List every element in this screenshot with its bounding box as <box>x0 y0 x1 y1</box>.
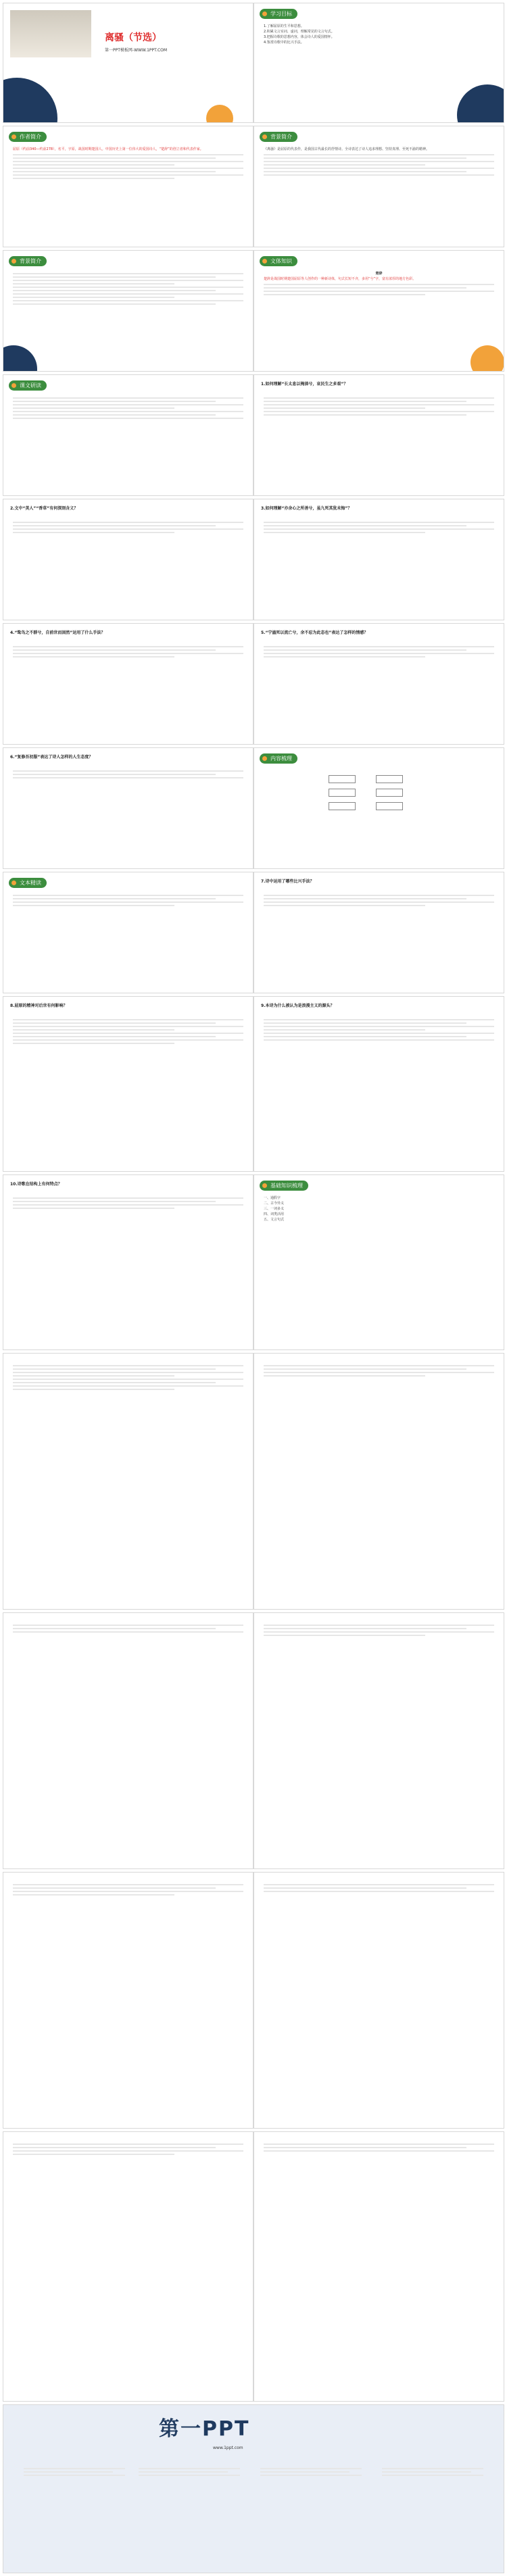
slide-q7 <box>254 872 504 993</box>
slide-q2 <box>3 499 254 620</box>
goal-item: 4.鉴赏诗歌中的比兴手法。 <box>264 41 304 45</box>
slide-q9 <box>254 996 504 1172</box>
link-column[interactable] <box>24 2466 125 2478</box>
slide-basics <box>254 1174 504 1350</box>
slide-q3 <box>254 499 504 620</box>
slide-q8 <box>3 996 254 1172</box>
background-tag-2: 背景简介 <box>9 256 47 266</box>
question-title: 8.屈原的精神对后世有何影响？ <box>10 1004 68 1008</box>
deco-circle <box>457 84 504 123</box>
basics-item: 一、通假字 <box>264 1196 281 1200</box>
goal-item: 2.积累文言实词、虚词，理解常见的文言句式。 <box>264 30 335 34</box>
question-title: 9.本诗为什么被认为是浪漫主义的源头？ <box>261 1004 335 1008</box>
diagram-node <box>329 802 356 810</box>
slide-ad <box>3 2404 504 2573</box>
background-tag: 背景简介 <box>260 132 297 142</box>
genre-tag: 文体知识 <box>260 256 297 266</box>
slide-basics-detail-5 <box>3 1872 254 2129</box>
goal-item: 1.了解屈原的生平和思想。 <box>264 24 304 28</box>
question-title: 5.“宁溘死以流亡兮，余不忍为此态也”表达了怎样的情感？ <box>261 630 368 635</box>
cover-title: 离骚（节选） <box>105 32 162 43</box>
diagram-node <box>376 789 403 797</box>
slide-basics-detail-7 <box>3 2131 254 2402</box>
slide-cover <box>3 3 254 123</box>
brand-url[interactable]: www.1ppt.com <box>213 2446 243 2450</box>
question-title: 7.诗中运用了哪些比兴手法？ <box>261 879 314 884</box>
slide-basics-detail-4 <box>254 1612 504 1869</box>
diagram-node <box>376 802 403 810</box>
basics-item: 二、古今异义 <box>264 1202 285 1206</box>
link-column[interactable] <box>139 2466 240 2478</box>
author-text: 屈原（约前340—约前278），名平，字原，战国时期楚国人。中国历史上第一位伟大的爱国诗人，“楚辞”的创立者和代表作家。 <box>13 147 203 151</box>
genre-title: 楚辞 <box>375 272 383 276</box>
background-text: 《离骚》是屈原的代表作，是我国古代最长的抒情诗。全诗表达了诗人追求理想、坚持真理、至死不渝的精神。 <box>264 147 430 151</box>
link-column[interactable] <box>260 2466 362 2478</box>
deco-circle <box>206 105 233 123</box>
question-title: 6.“复修吾初服”表达了诗人怎样的人生态度？ <box>10 755 93 760</box>
slide-background-2 <box>3 250 254 372</box>
link-column[interactable] <box>382 2466 483 2478</box>
cover-subtitle: 第一PPT模板网-WWW.1PPT.COM <box>105 48 168 53</box>
basics-tag: 基础知识梳理 <box>260 1181 308 1191</box>
question-title: 2.文中“美人”“香草”有何深刻含义？ <box>10 506 78 511</box>
slide-background <box>254 126 504 247</box>
question-title: 4.“鸷鸟之不群兮，自前世而固然”运用了什么手法？ <box>10 630 105 635</box>
slide-structure <box>254 747 504 869</box>
slide-basics-detail-6 <box>254 1872 504 2129</box>
slide-q5 <box>254 623 504 745</box>
deco-circle <box>470 345 504 372</box>
slide-author <box>3 126 254 247</box>
goal-item: 3.把握诗歌的思想内容，体会诗人的爱国情怀。 <box>264 35 335 39</box>
cover-image <box>10 10 91 57</box>
author-tag: 作者简介 <box>9 132 47 142</box>
slide-q10 <box>3 1174 254 1350</box>
diagram-node <box>329 789 356 797</box>
structure-tag: 内容梳理 <box>260 753 297 764</box>
slide-q4 <box>3 623 254 745</box>
slide-q6 <box>3 747 254 869</box>
question-title: 1.如何理解“长太息以掩涕兮，哀民生之多艰”？ <box>261 382 348 387</box>
slide-basics-detail-2 <box>254 1353 504 1610</box>
text-study-tag: 课文研读 <box>9 380 47 391</box>
slide-text-study <box>3 374 254 496</box>
slide-genre <box>254 250 504 372</box>
slide-basics-detail-1 <box>3 1353 254 1610</box>
deco-circle <box>3 345 37 372</box>
brand-logo: 第一PPT <box>159 2417 250 2441</box>
slide-basics-detail-3 <box>3 1612 254 1869</box>
basics-item: 四、词类活用 <box>264 1212 285 1216</box>
slide-basics-detail-8 <box>254 2131 504 2402</box>
diagram-node <box>376 775 403 783</box>
content-tag: 文本精读 <box>9 878 47 888</box>
question-title: 10.诗歌在结构上有何特点？ <box>10 1182 62 1187</box>
basics-item: 三、一词多义 <box>264 1207 285 1211</box>
question-title: 3.如何理解“亦余心之所善兮，虽九死其犹未悔”？ <box>261 506 352 511</box>
diagram-node <box>329 775 356 783</box>
slide-goals <box>254 3 504 123</box>
basics-item: 五、文言句式 <box>264 1218 285 1222</box>
goals-tag: 学习目标 <box>260 9 297 19</box>
slide-q1 <box>254 374 504 496</box>
genre-text: 楚辞是战国时期楚国屈原等人创作的一种新诗体，句式长短不齐，多用“兮”字，富有浓厚的地方色彩。 <box>264 277 416 281</box>
deco-circle <box>3 78 57 123</box>
slide-content <box>3 872 254 993</box>
